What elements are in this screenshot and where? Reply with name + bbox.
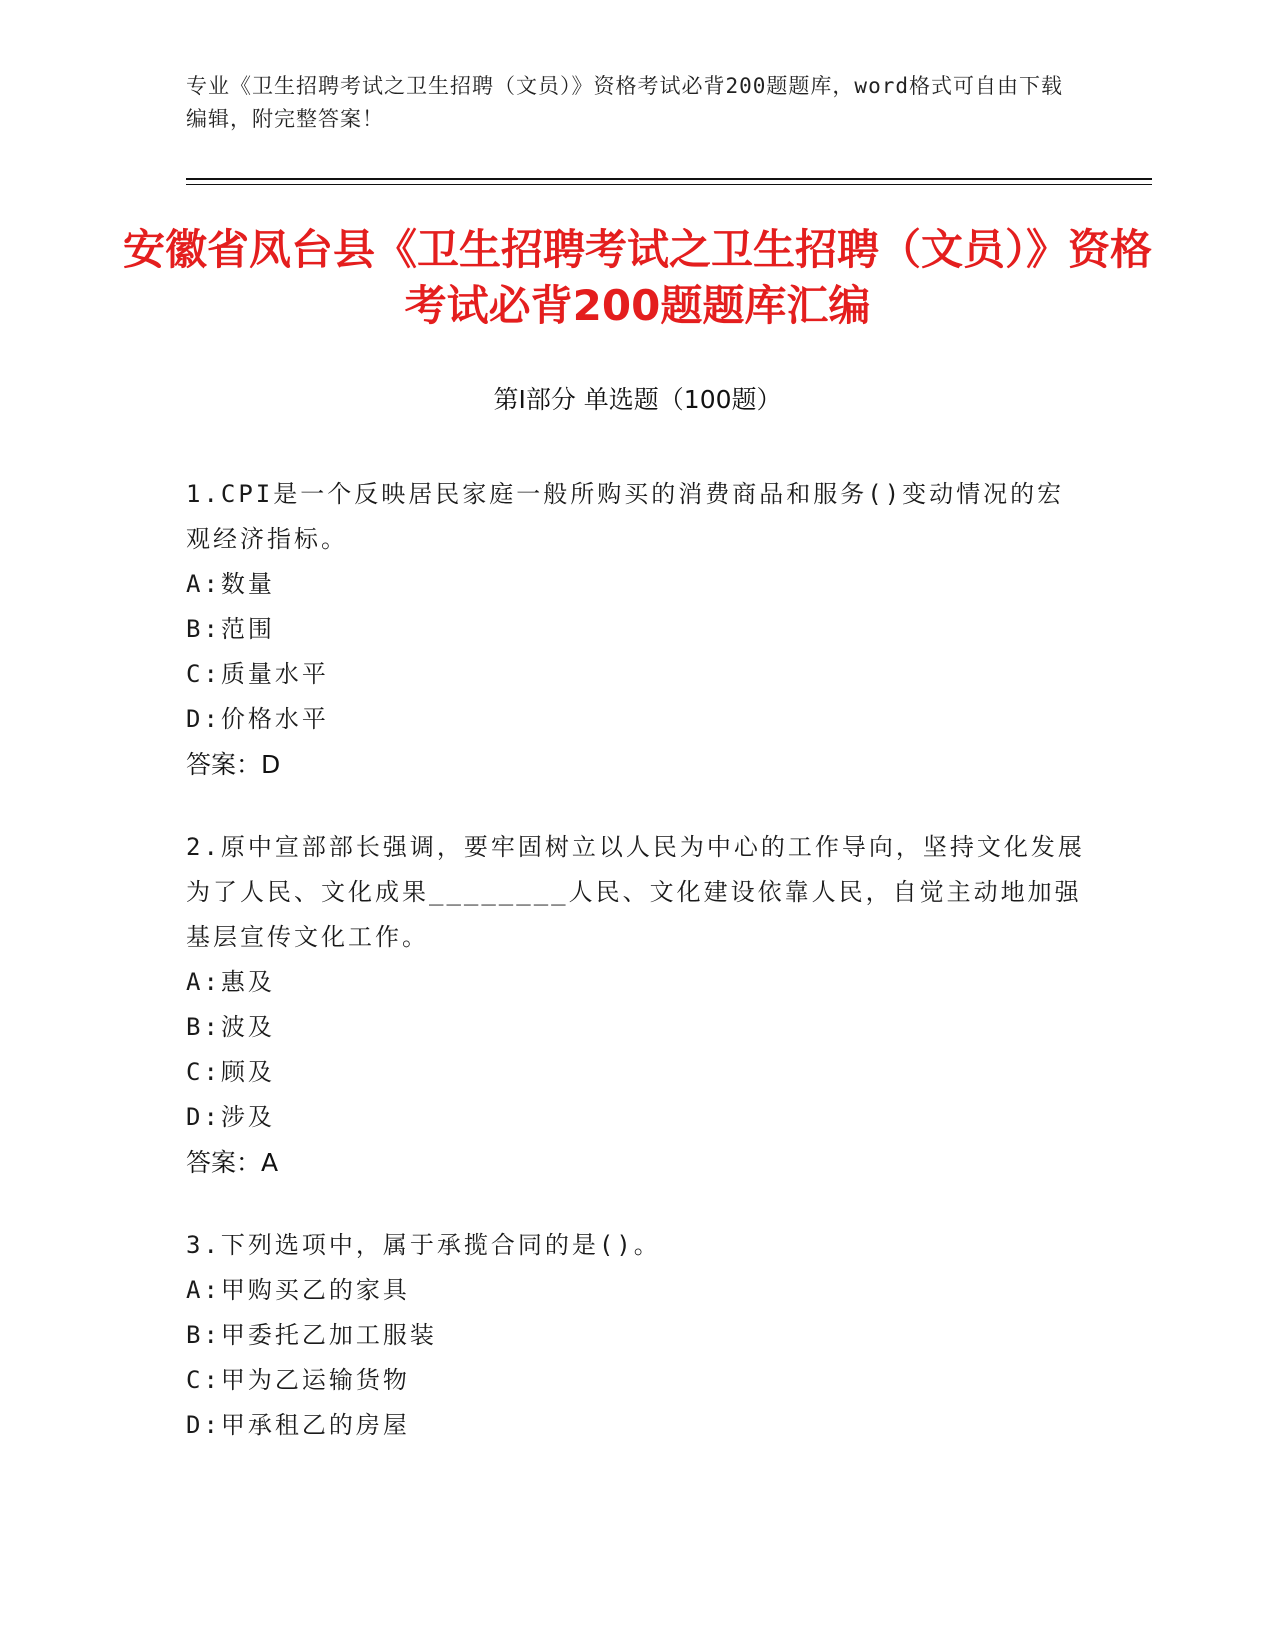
option-d: D:价格水平 bbox=[186, 705, 329, 733]
header-rule-thick bbox=[186, 178, 1152, 180]
question-2 bbox=[186, 825, 1086, 1185]
answer: 答案：A bbox=[186, 1148, 279, 1177]
question-1 bbox=[186, 472, 1086, 787]
question-3 bbox=[186, 1223, 1086, 1448]
option-a: A:惠及 bbox=[186, 968, 275, 996]
option-a: A:甲购买乙的家具 bbox=[186, 1276, 410, 1304]
option-d: D:涉及 bbox=[186, 1103, 275, 1131]
option-b: B:波及 bbox=[186, 1013, 275, 1041]
option-b: B:甲委托乙加工服装 bbox=[186, 1321, 437, 1349]
option-b: B:范围 bbox=[186, 615, 275, 643]
option-d: D:甲承租乙的房屋 bbox=[186, 1411, 410, 1439]
header-rule-thin bbox=[186, 184, 1152, 185]
answer: 答案：D bbox=[186, 750, 281, 779]
header-note: 专业《卫生招聘考试之卫生招聘（文员）》资格考试必背200题题库，word格式可自由下载编辑，附完整答案！ bbox=[186, 74, 1063, 131]
question-stem: 1.CPI是一个反映居民家庭一般所购买的消费商品和服务()变动情况的宏观经济指标。 bbox=[186, 480, 1065, 553]
option-a: A:数量 bbox=[186, 570, 275, 598]
document-title: 安徽省凤台县《卫生招聘考试之卫生招聘（文员）》资格考试必背200题题库汇编 bbox=[122, 225, 1152, 330]
option-c: C:质量水平 bbox=[186, 660, 329, 688]
question-list bbox=[186, 472, 1086, 1486]
question-stem: 3.下列选项中，属于承揽合同的是()。 bbox=[186, 1231, 661, 1259]
option-c: C:甲为乙运输货物 bbox=[186, 1366, 410, 1394]
option-c: C:顾及 bbox=[186, 1058, 275, 1086]
question-stem: 2.原中宣部部长强调，要牢固树立以人民为中心的工作导向，坚持文化发展为了人民、文化成果________人民、文化建设依靠人民，自觉主动地加强基层宣传文化工作。 bbox=[186, 833, 1085, 951]
section-heading: 第I部分 单选题（100题） bbox=[493, 385, 782, 414]
